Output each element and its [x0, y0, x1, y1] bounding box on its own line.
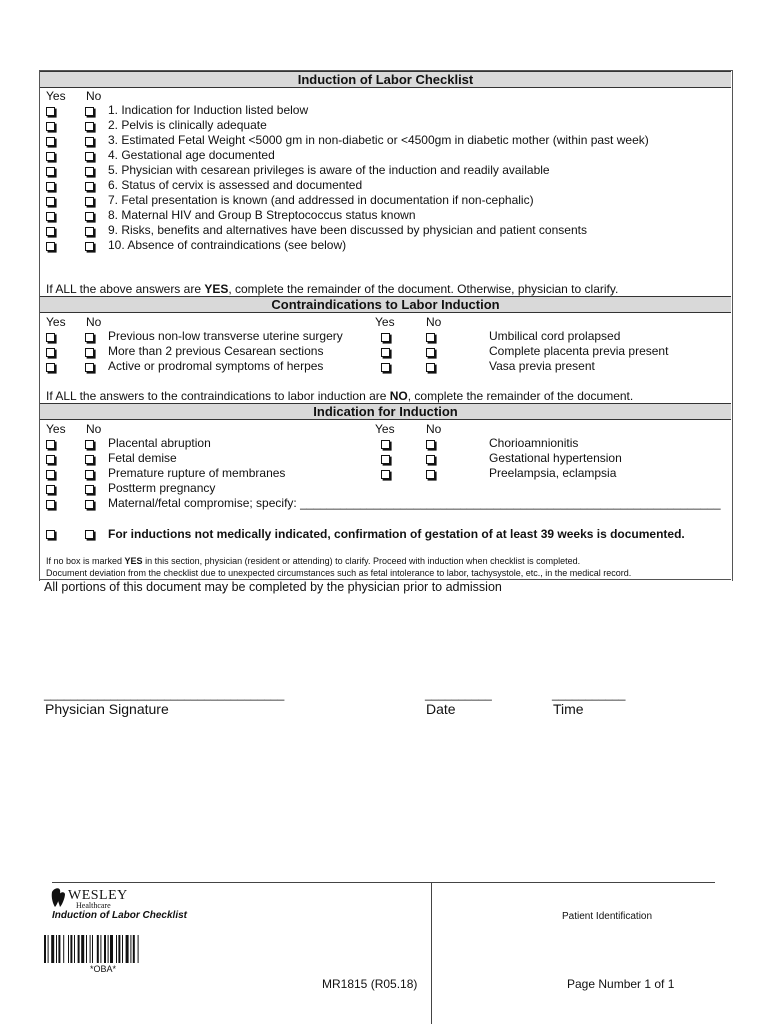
- checklist-yes-checkbox[interactable]: [46, 242, 55, 251]
- indication-right-no-checkbox[interactable]: [426, 440, 435, 449]
- indication-no-checkbox[interactable]: [85, 470, 94, 479]
- contra-no-checkbox[interactable]: [85, 348, 94, 357]
- contra-right-no-checkbox[interactable]: [426, 333, 435, 342]
- form-number: MR1815 (R05.18): [322, 977, 418, 991]
- indication-yes-checkbox[interactable]: [46, 470, 55, 479]
- checklist-yes-checkbox[interactable]: [46, 227, 55, 236]
- contra-left-label: More than 2 previous Cesarean sections: [108, 344, 324, 358]
- indication-no-label: No: [86, 422, 102, 436]
- barcode-bar: [58, 935, 60, 963]
- barcode-bar: [92, 935, 93, 963]
- footer-divider: [431, 882, 432, 1024]
- indication-yes-label: Yes: [46, 422, 66, 436]
- contra-no-label: No: [86, 315, 102, 329]
- checklist-no-checkbox[interactable]: [85, 152, 94, 161]
- indication-no-checkbox[interactable]: [85, 440, 94, 449]
- checklist-no-checkbox[interactable]: [85, 242, 94, 251]
- barcode-bar: [86, 935, 87, 963]
- barcode-bar: [100, 935, 101, 963]
- page-number: Page Number 1 of 1: [567, 977, 675, 991]
- date-line[interactable]: __________: [425, 687, 492, 701]
- checklist-yes-checkbox[interactable]: [46, 212, 55, 221]
- footer-form-title: Induction of Labor Checklist: [52, 910, 188, 921]
- barcode-bar: [116, 935, 117, 963]
- barcode-bar: [81, 935, 84, 963]
- checklist-no-checkbox[interactable]: [85, 212, 94, 221]
- checklist-no-checkbox[interactable]: [85, 167, 94, 176]
- checklist-item-label: 7. Fetal presentation is known (and addressed in documentation if non-cephalic): [108, 193, 534, 207]
- indication-right-yes-checkbox[interactable]: [381, 470, 390, 479]
- specify-field[interactable]: Maternal/fetal compromise; specify: _______________________________________________________________: [108, 496, 721, 510]
- barcode-bar: [130, 935, 131, 963]
- checklist-no-checkbox[interactable]: [85, 182, 94, 191]
- indication-yes-checkbox[interactable]: [46, 485, 55, 494]
- barcode-bar: [70, 935, 72, 963]
- barcode-bar: [108, 935, 109, 963]
- checklist-item-label: 10. Absence of contraindications (see below): [108, 238, 347, 252]
- specify-no-checkbox[interactable]: [85, 500, 94, 509]
- barcode-bar: [68, 935, 69, 963]
- contraindications-title: Contraindications to Labor Induction: [40, 296, 731, 313]
- confirmation-yes-checkbox[interactable]: [46, 530, 55, 539]
- checklist-item-label: 2. Pelvis is clinically adequate: [108, 118, 267, 132]
- checklist-item-label: 1. Indication for Induction listed below: [108, 103, 309, 117]
- barcode-bar: [122, 935, 123, 963]
- indication-title: Indication for Induction: [40, 403, 731, 420]
- contra-no-checkbox[interactable]: [85, 363, 94, 372]
- checklist-yes-checkbox[interactable]: [46, 197, 55, 206]
- indication-left-label: Fetal demise: [108, 451, 177, 465]
- indication-no-checkbox[interactable]: [85, 455, 94, 464]
- contra-left-label: Active or prodromal symptoms of herpes: [108, 359, 324, 373]
- indication-right-label: Preelampsia, eclampsia: [489, 466, 617, 480]
- barcode-bar: [104, 935, 106, 963]
- contra-right-no-checkbox[interactable]: [426, 363, 435, 372]
- time-label: Time: [553, 701, 584, 717]
- indication-right-yes-checkbox[interactable]: [381, 440, 390, 449]
- contra-no-label-right: No: [426, 315, 442, 329]
- checklist-yes-checkbox[interactable]: [46, 122, 55, 131]
- contra-yes-checkbox[interactable]: [46, 363, 55, 372]
- contra-yes-checkbox[interactable]: [46, 333, 55, 342]
- indication-note-1: If no box is marked YES in this section, physician (resident or attending) to clarify. Proceed with induction when checklist is completed.: [46, 556, 581, 566]
- checklist-item-label: 8. Maternal HIV and Group B Streptococcus status known: [108, 208, 416, 222]
- checklist-yes-checkbox[interactable]: [46, 107, 55, 116]
- indication-left-label: Placental abruption: [108, 436, 211, 450]
- barcode-bar: [110, 935, 113, 963]
- checklist-title: Induction of Labor Checklist: [40, 71, 731, 88]
- contra-right-label: Umbilical cord prolapsed: [489, 329, 621, 343]
- checklist-yes-checkbox[interactable]: [46, 182, 55, 191]
- indication-note-2: Document deviation from the checklist due to unexpected circumstances such as fetal intolerance to labor, tachysystole, etc., in the medical record.: [46, 568, 632, 578]
- indication-yes-label-right: Yes: [375, 422, 395, 436]
- checklist-yes-checkbox[interactable]: [46, 137, 55, 146]
- checklist-item-label: 4. Gestational age documented: [108, 148, 275, 162]
- indication-yes-checkbox[interactable]: [46, 455, 55, 464]
- completion-note: All portions of this document may be completed by the physician prior to admission: [44, 580, 502, 594]
- checklist-item-label: 3. Estimated Fetal Weight <5000 gm in non-diabetic or <4500gm in diabetic mother (within past week): [108, 133, 649, 147]
- footer-top-rule: [52, 882, 715, 883]
- indication-right-yes-checkbox[interactable]: [381, 455, 390, 464]
- barcode-text: *OBA*: [90, 964, 117, 974]
- signature-label: Physician Signature: [45, 701, 169, 717]
- contraindications-note: If ALL the answers to the contraindications to labor induction are NO, complete the remainder of the document.: [46, 389, 634, 403]
- contra-right-yes-checkbox[interactable]: [381, 363, 390, 372]
- contra-left-label: Previous non-low transverse uterine surgery: [108, 329, 343, 343]
- checklist-yes-checkbox[interactable]: [46, 167, 55, 176]
- barcode-bar: [56, 935, 57, 963]
- barcode-bar: [97, 935, 99, 963]
- no-column-label: No: [86, 89, 102, 103]
- barcode-bar: [78, 935, 80, 963]
- barcode-bar: [126, 935, 129, 963]
- barcode: [44, 935, 168, 963]
- logo-subtext: Healthcare: [76, 901, 111, 910]
- contra-yes-label: Yes: [46, 315, 66, 329]
- contra-no-checkbox[interactable]: [85, 333, 94, 342]
- checklist-no-checkbox[interactable]: [85, 107, 94, 116]
- contra-right-label: Complete placenta previa present: [489, 344, 669, 358]
- specify-yes-checkbox[interactable]: [46, 500, 55, 509]
- contra-yes-label-right: Yes: [375, 315, 395, 329]
- contra-right-no-checkbox[interactable]: [426, 348, 435, 357]
- indication-right-label: Gestational hypertension: [489, 451, 622, 465]
- barcode-bar: [63, 935, 64, 963]
- contra-right-yes-checkbox[interactable]: [381, 333, 390, 342]
- time-line[interactable]: ___________: [552, 687, 626, 701]
- checklist-item-label: 9. Risks, benefits and alternatives have been discussed by physician and patient consents: [108, 223, 587, 237]
- barcode-bar: [51, 935, 54, 963]
- contra-right-label: Vasa previa present: [489, 359, 595, 373]
- confirmation-no-checkbox[interactable]: [85, 530, 94, 539]
- barcode-bar: [133, 935, 135, 963]
- checklist-no-checkbox[interactable]: [85, 227, 94, 236]
- barcode-bar: [138, 935, 139, 963]
- checklist-no-checkbox[interactable]: [85, 197, 94, 206]
- indication-yes-checkbox[interactable]: [46, 440, 55, 449]
- yes-column-label: Yes: [46, 89, 66, 103]
- checklist-item-label: 5. Physician with cesarean privileges is aware of the induction and readily available: [108, 163, 550, 177]
- barcode-bar: [48, 935, 49, 963]
- indication-right-label: Chorioamnionitis: [489, 436, 579, 450]
- checklist-no-checkbox[interactable]: [85, 122, 94, 131]
- checklist-yes-checkbox[interactable]: [46, 152, 55, 161]
- contra-right-yes-checkbox[interactable]: [381, 348, 390, 357]
- indication-no-checkbox[interactable]: [85, 485, 94, 494]
- barcode-bar: [44, 935, 46, 963]
- contra-yes-checkbox[interactable]: [46, 348, 55, 357]
- barcode-bar: [118, 935, 120, 963]
- indication-right-no-checkbox[interactable]: [426, 470, 435, 479]
- logo-text: WESLEY: [68, 888, 128, 903]
- checklist-item-label: 6. Status of cervix is assessed and documented: [108, 178, 363, 192]
- indication-left-label: Postterm pregnancy: [108, 481, 216, 495]
- barcode-bar: [74, 935, 75, 963]
- date-label: Date: [426, 701, 456, 717]
- checklist-note: If ALL the above answers are YES, complete the remainder of the document. Otherwise, physician to clarify.: [46, 282, 619, 296]
- indication-right-no-checkbox[interactable]: [426, 455, 435, 464]
- patient-identification: Patient Identification: [562, 911, 653, 922]
- barcode-bar: [90, 935, 91, 963]
- signature-line[interactable]: ____________________________________: [44, 687, 285, 701]
- confirmation-text: For inductions not medically indicated, confirmation of gestation of at least 39 weeks is documented.: [108, 527, 685, 541]
- indication-no-label-right: No: [426, 422, 442, 436]
- indication-left-label: Premature rupture of membranes: [108, 466, 286, 480]
- checklist-no-checkbox[interactable]: [85, 137, 94, 146]
